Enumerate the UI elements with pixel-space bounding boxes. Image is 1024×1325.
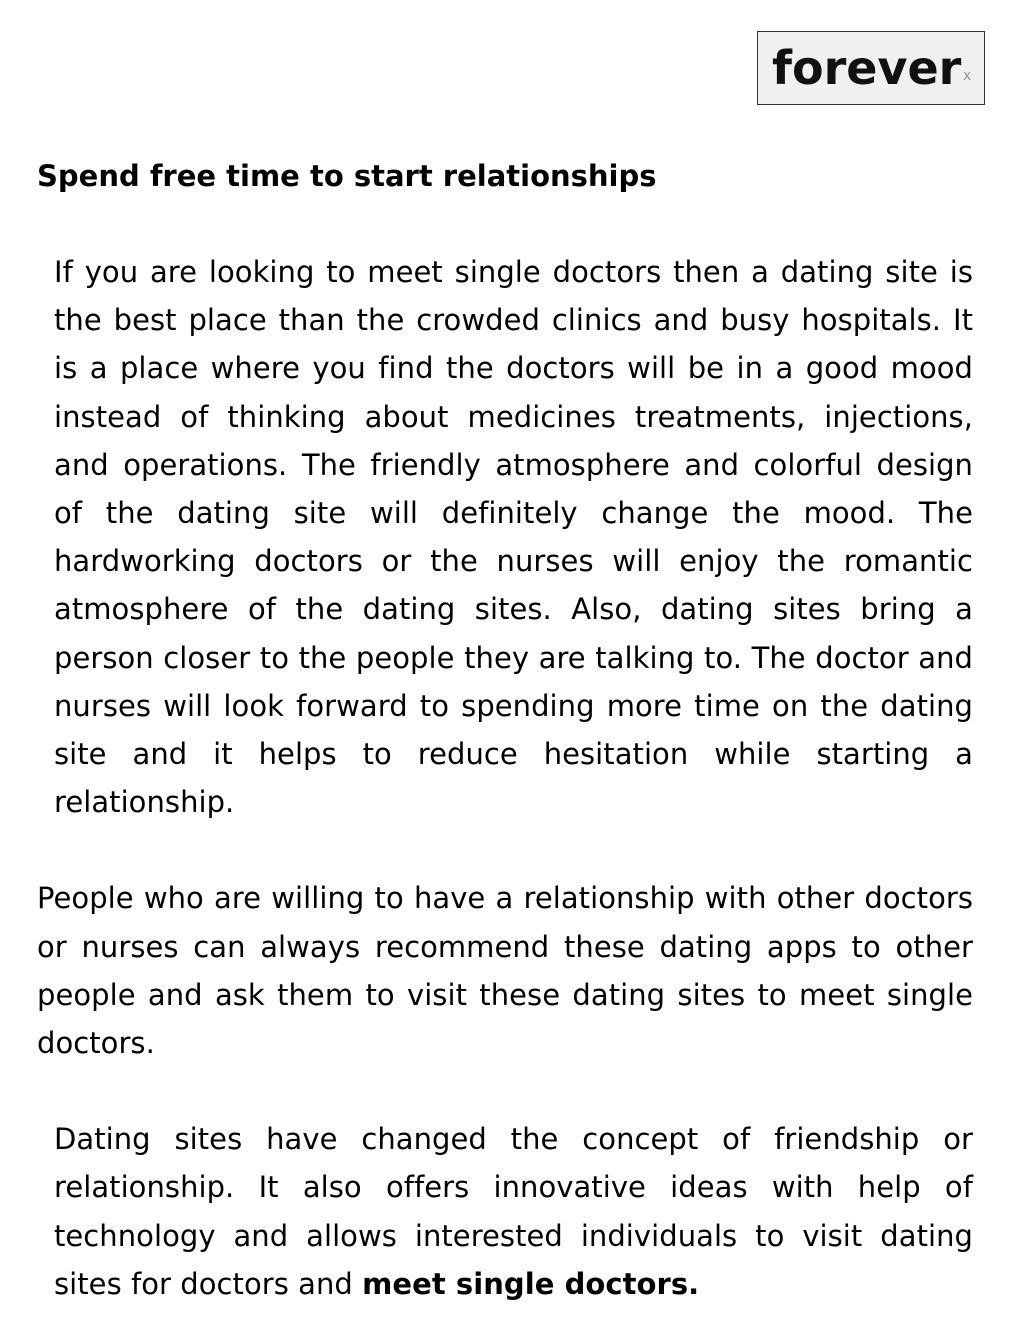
paragraph-closing xyxy=(37,1115,973,1308)
paragraph-recommend: People who are willing to have a relationship with other doctors or nurses can always recommend these dating apps to other people and ask them to visit these dating sites to meet single doctors. xyxy=(37,881,973,1061)
meet-single-doctors-text: meet single doctors. xyxy=(362,1266,700,1301)
brand-logo xyxy=(757,31,985,105)
document-title: Spend free time to start relationships xyxy=(37,159,657,193)
logo-suffix: x xyxy=(963,68,972,84)
logo-wordmark: forever xyxy=(772,41,962,95)
document-body xyxy=(37,151,973,1308)
paragraph-intro: If you are looking to meet single doctors then a dating site is the best place than the crowded clinics and busy hospitals. It is a place where you find the doctors will be in a good mood instead of thinking about medicines treatments, injections, and operations. The friendly atmosphere and colorful design of the dating site will definitely change the mood. The hardworking doctors or the nurses will enjoy the romantic atmosphere of the dating sites. Also, dating sites bring a person closer to the people they are talking to. The doctor and nurses will look forward to spending more time on the dating site and it helps to reduce hesitation while starting a relationship. xyxy=(54,255,973,820)
paragraph-closing-text: Dating sites have changed the concept of friendship or relationship. It also offers innovative ideas with help of technology and allows interested individuals to visit dating sites for doctors and xyxy=(54,1122,973,1301)
